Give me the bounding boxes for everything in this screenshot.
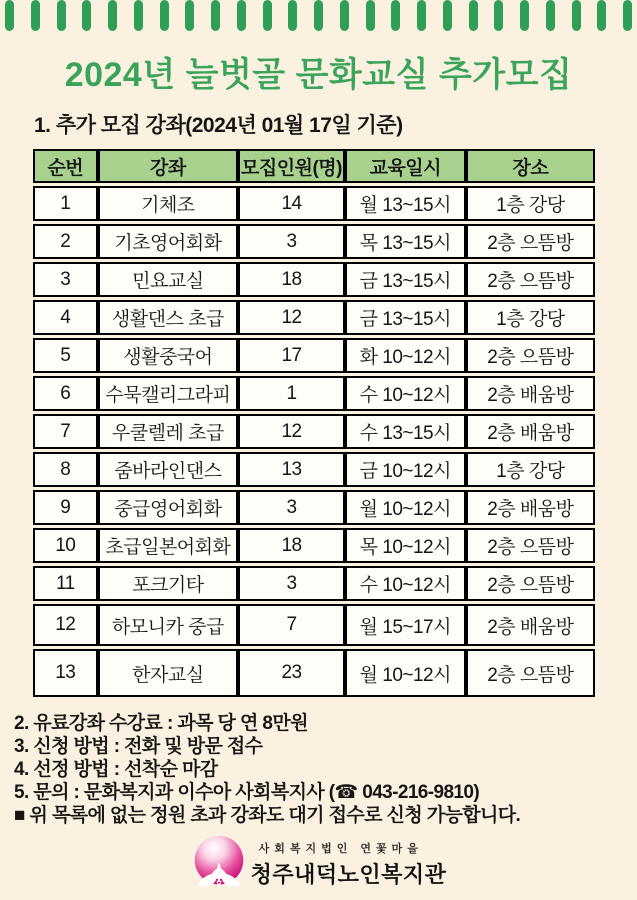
table-cell: 11 [33,566,98,601]
garland-pin [211,0,220,31]
garland-pin [469,0,478,31]
table-cell: 기체조 [98,186,239,221]
table-cell: 월 10~12시 [345,490,466,525]
garland-pin [417,0,426,31]
table-cell: 18 [238,262,345,297]
table-cell: 초급일본어회화 [98,528,239,563]
table-cell: 목 13~15시 [345,224,466,259]
table-cell: 1 [33,186,98,221]
table-header-row [33,149,595,183]
table-cell: 줌바라인댄스 [98,452,239,487]
column-header: 장소 [466,149,595,183]
table-cell: 7 [238,604,345,646]
table-cell: 월 13~15시 [345,186,466,221]
garland-pin [160,0,169,31]
table-cell: 수 13~15시 [345,414,466,449]
table-cell: 10 [33,528,98,563]
table-body [33,186,595,697]
garland-pin [82,0,91,31]
lotus-logo-icon [191,834,247,892]
table-cell: 우쿨렐레 초급 [98,414,239,449]
note-line: 5. 문의 : 문화복지과 이수아 사회복지사 (☎ 043-216-9810) [14,782,480,803]
table-cell: 7 [33,414,98,449]
org-subtitle: 사회복지법인 연꽃마을 [258,842,423,855]
note-line: 3. 신청 방법 : 전화 및 방문 접수 [14,736,263,757]
garland-pin [5,0,14,31]
column-header: 모집인원(명) [238,149,345,183]
column-header: 강좌 [98,149,239,183]
garland-pin [572,0,581,31]
table-cell: 5 [33,338,98,373]
table-row [33,604,595,646]
garland-pin [597,0,606,31]
footer-logo [0,834,637,892]
page-title: 2024년 늘벗골 문화교실 추가모집 [64,56,573,94]
table-cell: 2층 으뜸방 [466,566,595,601]
table-cell: 17 [238,338,345,373]
table-cell: 2층 배움방 [466,490,595,525]
table-cell: 금 10~12시 [345,452,466,487]
note-line: 2. 유료강좌 수강료 : 과목 당 연 8만원 [14,713,308,734]
table-cell: 2층 으뜸방 [466,528,595,563]
table-row [33,414,595,449]
garland-pin [340,0,349,31]
table-row [33,338,595,373]
table-row [33,566,595,601]
garland-pin [366,0,375,31]
org-text-block [251,838,447,889]
table-row [33,452,595,487]
top-garland-decoration [0,0,637,40]
table-cell: 2층 배움방 [466,376,595,411]
table-cell: 8 [33,452,98,487]
garland-pin [108,0,117,31]
table-cell: 2층 으뜸방 [466,649,595,697]
table-cell: 18 [238,528,345,563]
garland-pin [237,0,246,31]
table-cell: 민요교실 [98,262,239,297]
table-cell: 금 13~15시 [345,300,466,335]
table-cell: 1층 강당 [466,300,595,335]
notes-list [14,712,637,827]
section1-heading: 1. 추가 모집 강좌(2024년 01월 17일 기준) [34,114,403,137]
table-cell: 3 [238,566,345,601]
garland-pin [391,0,400,31]
table-cell: 2층 배움방 [466,414,595,449]
garland-pin [443,0,452,31]
table-cell: 중급영어회화 [98,490,239,525]
table-cell: 12 [238,414,345,449]
table-row [33,262,595,297]
garland-pin [57,0,66,31]
table-cell: 2층 으뜸방 [466,262,595,297]
column-header: 교육일시 [345,149,466,183]
table-cell: 월 15~17시 [345,604,466,646]
table-cell: 하모니카 중급 [98,604,239,646]
garland-pin [546,0,555,31]
table-cell: 생활댄스 초급 [98,300,239,335]
garland-pin [31,0,40,31]
table-cell: 수 10~12시 [345,566,466,601]
table-cell: 6 [33,376,98,411]
table-cell: 4 [33,300,98,335]
garland-pin [263,0,272,31]
table-cell: 생활중국어 [98,338,239,373]
table-cell: 13 [238,452,345,487]
garland-pin [520,0,529,31]
table-cell: 12 [238,300,345,335]
table-cell: 화 10~12시 [345,338,466,373]
garland-pin [134,0,143,31]
table-cell: 12 [33,604,98,646]
table-cell: 3 [238,490,345,525]
course-table [33,146,595,700]
note-line: 4. 선정 방법 : 선착순 마감 [14,759,218,780]
garland-pin [314,0,323,31]
table-cell: 1 [238,376,345,411]
table-cell: 9 [33,490,98,525]
table-cell: 한자교실 [98,649,239,697]
table-cell: 2층 배움방 [466,604,595,646]
column-header: 순번 [33,149,98,183]
table-row [33,376,595,411]
table-cell: 23 [238,649,345,697]
table-cell: 2 [33,224,98,259]
garland-pin [494,0,503,31]
table-cell: 3 [33,262,98,297]
table-cell: 월 10~12시 [345,649,466,697]
table-cell: 금 13~15시 [345,262,466,297]
table-cell: 기초영어회화 [98,224,239,259]
table-cell: 1층 강당 [466,186,595,221]
garland-pin [623,0,632,31]
garland-pin [288,0,297,31]
table-cell: 14 [238,186,345,221]
table-cell: 3 [238,224,345,259]
table-cell: 수 10~12시 [345,376,466,411]
table-row [33,649,595,697]
table-cell: 2층 으뜸방 [466,338,595,373]
table-row [33,300,595,335]
table-cell: 포크기타 [98,566,239,601]
table-cell: 목 10~12시 [345,528,466,563]
table-row [33,224,595,259]
table-cell: 수묵캘리그라피 [98,376,239,411]
table-cell: 1층 강당 [466,452,595,487]
table-row [33,186,595,221]
table-cell: 13 [33,649,98,697]
table-row [33,490,595,525]
table-cell: 2층 으뜸방 [466,224,595,259]
note-line: ■ 위 목록에 없는 정원 초과 강좌도 대기 접수로 신청 가능합니다. [14,805,521,826]
garland-pin [185,0,194,31]
org-name: 청주내덕노인복지관 [250,861,447,887]
table-row [33,528,595,563]
